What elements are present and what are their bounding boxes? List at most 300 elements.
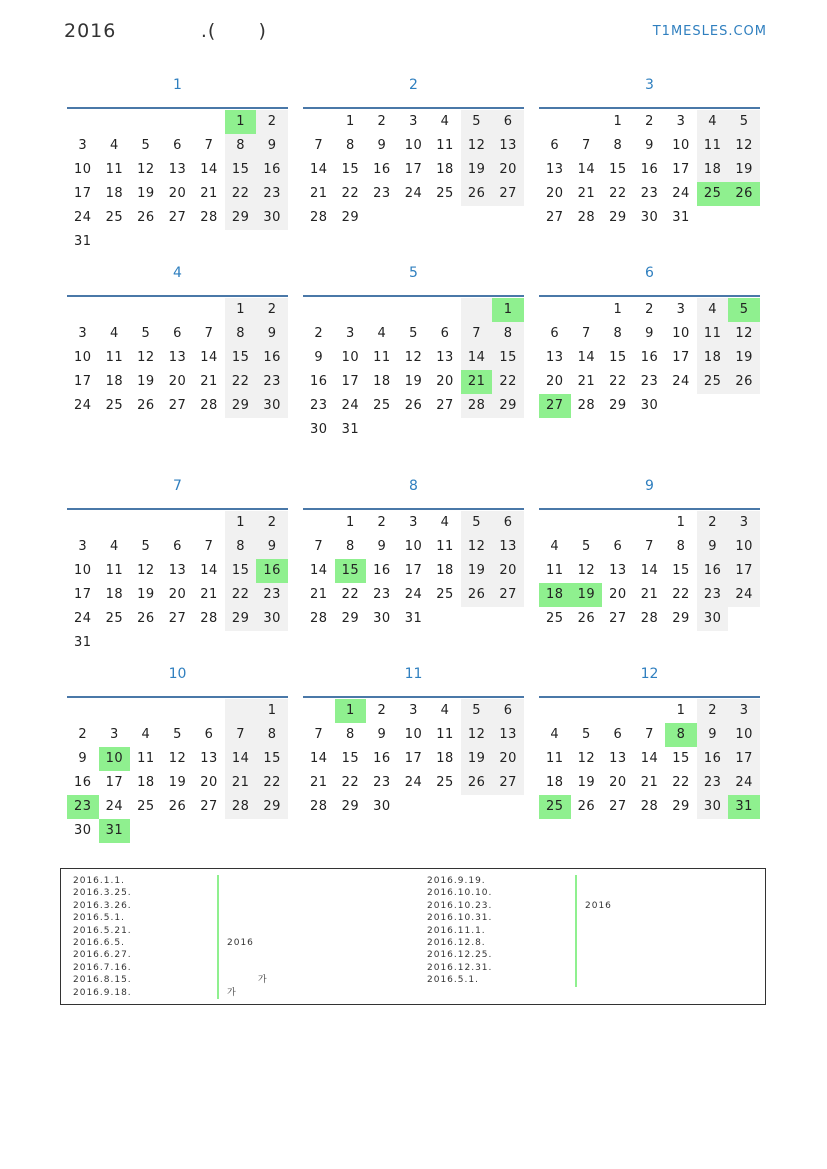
day-cell[interactable]: 18: [546, 775, 564, 790]
day-cell[interactable]: 1: [256, 699, 288, 723]
day-cell[interactable]: 16: [640, 350, 659, 365]
day-cell[interactable]: 12: [168, 751, 187, 766]
day-cell[interactable]: 1: [613, 302, 623, 317]
day-cell[interactable]: 15: [225, 346, 257, 370]
day-cell[interactable]: 19: [137, 374, 155, 389]
day-cell[interactable]: 2: [645, 114, 654, 129]
day-cell[interactable]: 29: [341, 799, 360, 814]
day-cell[interactable]: 17: [672, 350, 690, 365]
day-cell[interactable]: 6: [613, 727, 623, 742]
day-cell[interactable]: 21: [200, 587, 218, 602]
day-cell[interactable]: 2: [314, 326, 324, 341]
holiday-day-cell[interactable]: 1: [335, 699, 367, 723]
day-cell[interactable]: 7: [645, 539, 654, 554]
day-cell[interactable]: 22: [609, 374, 627, 389]
day-cell[interactable]: 25: [697, 370, 729, 394]
day-cell[interactable]: 5: [141, 539, 151, 554]
day-cell[interactable]: 9: [78, 751, 88, 766]
day-cell[interactable]: 3: [78, 326, 88, 341]
day-cell[interactable]: 9: [645, 138, 654, 153]
day-cell[interactable]: 26: [137, 210, 155, 225]
day-cell[interactable]: 28: [577, 210, 596, 225]
day-cell[interactable]: 7: [461, 322, 493, 346]
day-cell[interactable]: 1: [345, 114, 355, 129]
day-cell[interactable]: 4: [440, 515, 450, 530]
day-cell[interactable]: 26: [461, 771, 493, 795]
day-cell[interactable]: 13: [546, 350, 564, 365]
day-cell[interactable]: 21: [577, 374, 596, 389]
day-cell[interactable]: 23: [640, 374, 659, 389]
day-cell[interactable]: 14: [310, 751, 328, 766]
day-cell[interactable]: 9: [377, 539, 387, 554]
day-cell[interactable]: 3: [409, 703, 418, 718]
holiday-day-cell[interactable]: 1: [225, 110, 257, 134]
day-cell[interactable]: 8: [256, 723, 288, 747]
day-cell[interactable]: 30: [310, 422, 328, 437]
day-cell[interactable]: 4: [141, 727, 151, 742]
day-cell[interactable]: 10: [728, 535, 760, 559]
day-cell[interactable]: 31: [672, 210, 690, 225]
day-cell[interactable]: 11: [436, 138, 454, 153]
day-cell[interactable]: 29: [225, 607, 257, 631]
day-cell[interactable]: 2: [256, 298, 288, 322]
day-cell[interactable]: 17: [74, 374, 92, 389]
day-cell[interactable]: 9: [377, 727, 387, 742]
day-cell[interactable]: 16: [697, 559, 729, 583]
day-cell[interactable]: 5: [461, 110, 493, 134]
holiday-day-cell[interactable]: 19: [571, 583, 603, 607]
day-cell[interactable]: 21: [310, 186, 328, 201]
day-cell[interactable]: 2: [697, 511, 729, 535]
day-cell[interactable]: 14: [200, 563, 218, 578]
day-cell[interactable]: 29: [256, 795, 288, 819]
day-cell[interactable]: 2: [377, 114, 387, 129]
day-cell[interactable]: 30: [256, 206, 288, 230]
day-cell[interactable]: 11: [373, 350, 391, 365]
day-cell[interactable]: 13: [436, 350, 454, 365]
holiday-day-cell[interactable]: 25: [539, 795, 571, 819]
day-cell[interactable]: 25: [436, 587, 454, 602]
day-cell[interactable]: 14: [310, 162, 328, 177]
day-cell[interactable]: 29: [225, 206, 257, 230]
day-cell[interactable]: 30: [256, 394, 288, 418]
day-cell[interactable]: 10: [404, 539, 423, 554]
day-cell[interactable]: 11: [105, 162, 124, 177]
day-cell[interactable]: 13: [168, 350, 187, 365]
day-cell[interactable]: 26: [404, 398, 423, 413]
day-cell[interactable]: 8: [225, 322, 257, 346]
day-cell[interactable]: 4: [550, 727, 560, 742]
holiday-day-cell[interactable]: 31: [99, 819, 131, 843]
day-cell[interactable]: 9: [697, 723, 729, 747]
day-cell[interactable]: 14: [577, 350, 596, 365]
day-cell[interactable]: 20: [546, 374, 564, 389]
day-cell[interactable]: 31: [74, 234, 92, 249]
day-cell[interactable]: 20: [200, 775, 218, 790]
day-cell[interactable]: 12: [461, 723, 493, 747]
day-cell[interactable]: 16: [373, 751, 391, 766]
day-cell[interactable]: 10: [404, 138, 423, 153]
day-cell[interactable]: 29: [225, 394, 257, 418]
day-cell[interactable]: 6: [550, 138, 560, 153]
day-cell[interactable]: 27: [546, 210, 564, 225]
day-cell[interactable]: 30: [697, 607, 729, 631]
day-cell[interactable]: 1: [225, 511, 257, 535]
day-cell[interactable]: 11: [137, 751, 155, 766]
day-cell[interactable]: 7: [204, 539, 214, 554]
day-cell[interactable]: 26: [461, 182, 493, 206]
day-cell[interactable]: 27: [492, 771, 524, 795]
day-cell[interactable]: 10: [74, 162, 92, 177]
day-cell[interactable]: 18: [137, 775, 155, 790]
day-cell[interactable]: 13: [200, 751, 218, 766]
day-cell[interactable]: 10: [74, 350, 92, 365]
day-cell[interactable]: 9: [645, 326, 654, 341]
day-cell[interactable]: 26: [168, 799, 187, 814]
day-cell[interactable]: 7: [225, 723, 257, 747]
day-cell[interactable]: 24: [404, 775, 423, 790]
day-cell[interactable]: 6: [173, 539, 182, 554]
day-cell[interactable]: 7: [581, 138, 591, 153]
day-cell[interactable]: 16: [256, 158, 288, 182]
day-cell[interactable]: 16: [373, 563, 391, 578]
day-cell[interactable]: 17: [728, 747, 760, 771]
day-cell[interactable]: 7: [314, 727, 324, 742]
day-cell[interactable]: 24: [672, 374, 690, 389]
day-cell[interactable]: 28: [310, 611, 328, 626]
day-cell[interactable]: 5: [173, 727, 182, 742]
day-cell[interactable]: 15: [341, 751, 360, 766]
day-cell[interactable]: 24: [341, 398, 360, 413]
day-cell[interactable]: 4: [109, 138, 119, 153]
day-cell[interactable]: 13: [609, 751, 627, 766]
day-cell[interactable]: 30: [640, 398, 659, 413]
day-cell[interactable]: 12: [461, 134, 493, 158]
day-cell[interactable]: 8: [225, 535, 257, 559]
day-cell[interactable]: 26: [137, 398, 155, 413]
day-cell[interactable]: 25: [105, 611, 124, 626]
day-cell[interactable]: 27: [168, 398, 187, 413]
day-cell[interactable]: 2: [377, 703, 387, 718]
day-cell[interactable]: 10: [728, 723, 760, 747]
day-cell[interactable]: 16: [697, 747, 729, 771]
day-cell[interactable]: 8: [225, 134, 257, 158]
day-cell[interactable]: 14: [200, 162, 218, 177]
day-cell[interactable]: 19: [461, 559, 493, 583]
day-cell[interactable]: 27: [609, 611, 627, 626]
day-cell[interactable]: 19: [168, 775, 187, 790]
day-cell[interactable]: 31: [341, 422, 360, 437]
day-cell[interactable]: 23: [310, 398, 328, 413]
day-cell[interactable]: 14: [461, 346, 493, 370]
day-cell[interactable]: 28: [310, 210, 328, 225]
day-cell[interactable]: 11: [105, 563, 124, 578]
day-cell[interactable]: 4: [377, 326, 387, 341]
day-cell[interactable]: 28: [200, 398, 218, 413]
day-cell[interactable]: 25: [105, 398, 124, 413]
day-cell[interactable]: 12: [577, 751, 596, 766]
day-cell[interactable]: 2: [78, 727, 88, 742]
day-cell[interactable]: 29: [672, 611, 690, 626]
day-cell[interactable]: 1: [613, 114, 623, 129]
day-cell[interactable]: 28: [640, 799, 659, 814]
day-cell[interactable]: 31: [404, 611, 423, 626]
day-cell[interactable]: 7: [204, 138, 214, 153]
day-cell[interactable]: 27: [436, 398, 454, 413]
holiday-day-cell[interactable]: 26: [728, 182, 760, 206]
day-cell[interactable]: 30: [256, 607, 288, 631]
day-cell[interactable]: 14: [640, 563, 659, 578]
day-cell[interactable]: 8: [613, 326, 623, 341]
day-cell[interactable]: 22: [609, 186, 627, 201]
day-cell[interactable]: 12: [137, 563, 155, 578]
day-cell[interactable]: 8: [345, 727, 355, 742]
day-cell[interactable]: 24: [728, 771, 760, 795]
day-cell[interactable]: 19: [461, 747, 493, 771]
day-cell[interactable]: 1: [345, 515, 355, 530]
day-cell[interactable]: 3: [345, 326, 355, 341]
day-cell[interactable]: 21: [640, 775, 659, 790]
day-cell[interactable]: 14: [200, 350, 218, 365]
day-cell[interactable]: 2: [256, 511, 288, 535]
day-cell[interactable]: 2: [377, 515, 387, 530]
day-cell[interactable]: 7: [581, 326, 591, 341]
day-cell[interactable]: 15: [225, 559, 257, 583]
day-cell[interactable]: 6: [492, 110, 524, 134]
day-cell[interactable]: 24: [404, 587, 423, 602]
day-cell[interactable]: 11: [546, 563, 564, 578]
day-cell[interactable]: 12: [404, 350, 423, 365]
day-cell[interactable]: 10: [672, 326, 690, 341]
day-cell[interactable]: 27: [168, 611, 187, 626]
day-cell[interactable]: 29: [609, 398, 627, 413]
day-cell[interactable]: 9: [377, 138, 387, 153]
day-cell[interactable]: 6: [204, 727, 214, 742]
day-cell[interactable]: 27: [168, 210, 187, 225]
day-cell[interactable]: 11: [546, 751, 564, 766]
day-cell[interactable]: 29: [341, 611, 360, 626]
day-cell[interactable]: 25: [137, 799, 155, 814]
day-cell[interactable]: 24: [728, 583, 760, 607]
day-cell[interactable]: 3: [409, 114, 418, 129]
day-cell[interactable]: 3: [78, 539, 88, 554]
day-cell[interactable]: 2: [697, 699, 729, 723]
day-cell[interactable]: 27: [492, 182, 524, 206]
day-cell[interactable]: 18: [697, 346, 729, 370]
day-cell[interactable]: 30: [697, 795, 729, 819]
day-cell[interactable]: 22: [341, 775, 360, 790]
day-cell[interactable]: 3: [728, 699, 760, 723]
day-cell[interactable]: 18: [105, 587, 124, 602]
day-cell[interactable]: 7: [204, 326, 214, 341]
day-cell[interactable]: 17: [404, 751, 423, 766]
day-cell[interactable]: 27: [609, 799, 627, 814]
day-cell[interactable]: 19: [461, 158, 493, 182]
day-cell[interactable]: 17: [105, 775, 124, 790]
day-cell[interactable]: 17: [404, 563, 423, 578]
day-cell[interactable]: 24: [672, 186, 690, 201]
day-cell[interactable]: 3: [78, 138, 88, 153]
day-cell[interactable]: 20: [546, 186, 564, 201]
day-cell[interactable]: 4: [440, 114, 450, 129]
day-cell[interactable]: 23: [373, 186, 391, 201]
day-cell[interactable]: 14: [577, 162, 596, 177]
day-cell[interactable]: 17: [728, 559, 760, 583]
day-cell[interactable]: 19: [137, 587, 155, 602]
day-cell[interactable]: 5: [409, 326, 418, 341]
day-cell[interactable]: 15: [492, 346, 524, 370]
holiday-day-cell[interactable]: 21: [461, 370, 493, 394]
day-cell[interactable]: 17: [74, 186, 92, 201]
holiday-day-cell[interactable]: 23: [67, 795, 99, 819]
day-cell[interactable]: 21: [310, 587, 328, 602]
day-cell[interactable]: 3: [109, 727, 119, 742]
day-cell[interactable]: 5: [141, 138, 151, 153]
day-cell[interactable]: 8: [345, 138, 355, 153]
day-cell[interactable]: 20: [168, 374, 187, 389]
day-cell[interactable]: 22: [225, 583, 257, 607]
day-cell[interactable]: 11: [436, 539, 454, 554]
day-cell[interactable]: 5: [728, 110, 760, 134]
day-cell[interactable]: 19: [728, 346, 760, 370]
day-cell[interactable]: 30: [640, 210, 659, 225]
day-cell[interactable]: 15: [609, 350, 627, 365]
day-cell[interactable]: 16: [310, 374, 328, 389]
day-cell[interactable]: 27: [200, 799, 218, 814]
day-cell[interactable]: 17: [404, 162, 423, 177]
day-cell[interactable]: 29: [609, 210, 627, 225]
day-cell[interactable]: 4: [109, 539, 119, 554]
holiday-day-cell[interactable]: 31: [728, 795, 760, 819]
day-cell[interactable]: 27: [492, 583, 524, 607]
day-cell[interactable]: 17: [672, 162, 690, 177]
day-cell[interactable]: 13: [609, 563, 627, 578]
day-cell[interactable]: 16: [74, 775, 92, 790]
day-cell[interactable]: 12: [137, 162, 155, 177]
day-cell[interactable]: 31: [74, 635, 92, 650]
day-cell[interactable]: 22: [672, 775, 690, 790]
day-cell[interactable]: 28: [200, 611, 218, 626]
day-cell[interactable]: 10: [341, 350, 360, 365]
day-cell[interactable]: 26: [577, 611, 596, 626]
day-cell[interactable]: 26: [728, 370, 760, 394]
day-cell[interactable]: 20: [492, 158, 524, 182]
day-cell[interactable]: 10: [74, 563, 92, 578]
day-cell[interactable]: 11: [697, 134, 729, 158]
day-cell[interactable]: 28: [640, 611, 659, 626]
day-cell[interactable]: 3: [676, 114, 686, 129]
day-cell[interactable]: 9: [697, 535, 729, 559]
day-cell[interactable]: 18: [105, 374, 124, 389]
day-cell[interactable]: 12: [728, 322, 760, 346]
day-cell[interactable]: 15: [672, 751, 690, 766]
day-cell[interactable]: 21: [577, 186, 596, 201]
day-cell[interactable]: 30: [373, 799, 391, 814]
holiday-day-cell[interactable]: 18: [539, 583, 571, 607]
day-cell[interactable]: 25: [546, 611, 564, 626]
day-cell[interactable]: 28: [310, 799, 328, 814]
day-cell[interactable]: 21: [225, 771, 257, 795]
day-cell[interactable]: 23: [256, 370, 288, 394]
day-cell[interactable]: 21: [200, 186, 218, 201]
day-cell[interactable]: 7: [645, 727, 654, 742]
day-cell[interactable]: 2: [645, 302, 654, 317]
day-cell[interactable]: 22: [672, 587, 690, 602]
day-cell[interactable]: 5: [581, 727, 591, 742]
day-cell[interactable]: 25: [436, 775, 454, 790]
day-cell[interactable]: 1: [676, 515, 686, 530]
day-cell[interactable]: 24: [105, 799, 124, 814]
day-cell[interactable]: 4: [697, 110, 729, 134]
day-cell[interactable]: 15: [672, 563, 690, 578]
day-cell[interactable]: 5: [581, 539, 591, 554]
day-cell[interactable]: 24: [74, 398, 92, 413]
day-cell[interactable]: 8: [492, 322, 524, 346]
day-cell[interactable]: 17: [74, 587, 92, 602]
day-cell[interactable]: 29: [492, 394, 524, 418]
day-cell[interactable]: 11: [436, 727, 454, 742]
day-cell[interactable]: 24: [404, 186, 423, 201]
day-cell[interactable]: 4: [440, 703, 450, 718]
day-cell[interactable]: 18: [436, 751, 454, 766]
day-cell[interactable]: 8: [676, 539, 686, 554]
day-cell[interactable]: 18: [436, 162, 454, 177]
day-cell[interactable]: 7: [314, 138, 324, 153]
holiday-day-cell[interactable]: 27: [539, 394, 571, 418]
day-cell[interactable]: 19: [137, 186, 155, 201]
day-cell[interactable]: 13: [492, 134, 524, 158]
day-cell[interactable]: 29: [672, 799, 690, 814]
day-cell[interactable]: 14: [640, 751, 659, 766]
day-cell[interactable]: 20: [609, 587, 627, 602]
day-cell[interactable]: 16: [373, 162, 391, 177]
day-cell[interactable]: 1: [225, 298, 257, 322]
day-cell[interactable]: 20: [492, 747, 524, 771]
day-cell[interactable]: 13: [168, 162, 187, 177]
day-cell[interactable]: 26: [577, 799, 596, 814]
day-cell[interactable]: 9: [256, 322, 288, 346]
day-cell[interactable]: 8: [345, 539, 355, 554]
day-cell[interactable]: 24: [74, 210, 92, 225]
day-cell[interactable]: 22: [341, 186, 360, 201]
day-cell[interactable]: 19: [404, 374, 423, 389]
day-cell[interactable]: 12: [577, 563, 596, 578]
day-cell[interactable]: 23: [697, 771, 729, 795]
day-cell[interactable]: 11: [697, 322, 729, 346]
holiday-day-cell[interactable]: 10: [99, 747, 131, 771]
day-cell[interactable]: 9: [314, 350, 324, 365]
day-cell[interactable]: 3: [728, 511, 760, 535]
day-cell[interactable]: 25: [373, 398, 391, 413]
day-cell[interactable]: 22: [492, 370, 524, 394]
day-cell[interactable]: 20: [168, 587, 187, 602]
day-cell[interactable]: 28: [225, 795, 257, 819]
brand-logo[interactable]: T1MESLES.COM: [652, 24, 767, 39]
day-cell[interactable]: 21: [200, 374, 218, 389]
day-cell[interactable]: 18: [436, 563, 454, 578]
day-cell[interactable]: 15: [609, 162, 627, 177]
day-cell[interactable]: 26: [137, 611, 155, 626]
day-cell[interactable]: 10: [672, 138, 690, 153]
day-cell[interactable]: 20: [492, 559, 524, 583]
day-cell[interactable]: 23: [256, 182, 288, 206]
day-cell[interactable]: 10: [404, 727, 423, 742]
day-cell[interactable]: 2: [256, 110, 288, 134]
day-cell[interactable]: 5: [461, 699, 493, 723]
day-cell[interactable]: 12: [728, 134, 760, 158]
holiday-day-cell[interactable]: 15: [335, 559, 367, 583]
day-cell[interactable]: 22: [341, 587, 360, 602]
